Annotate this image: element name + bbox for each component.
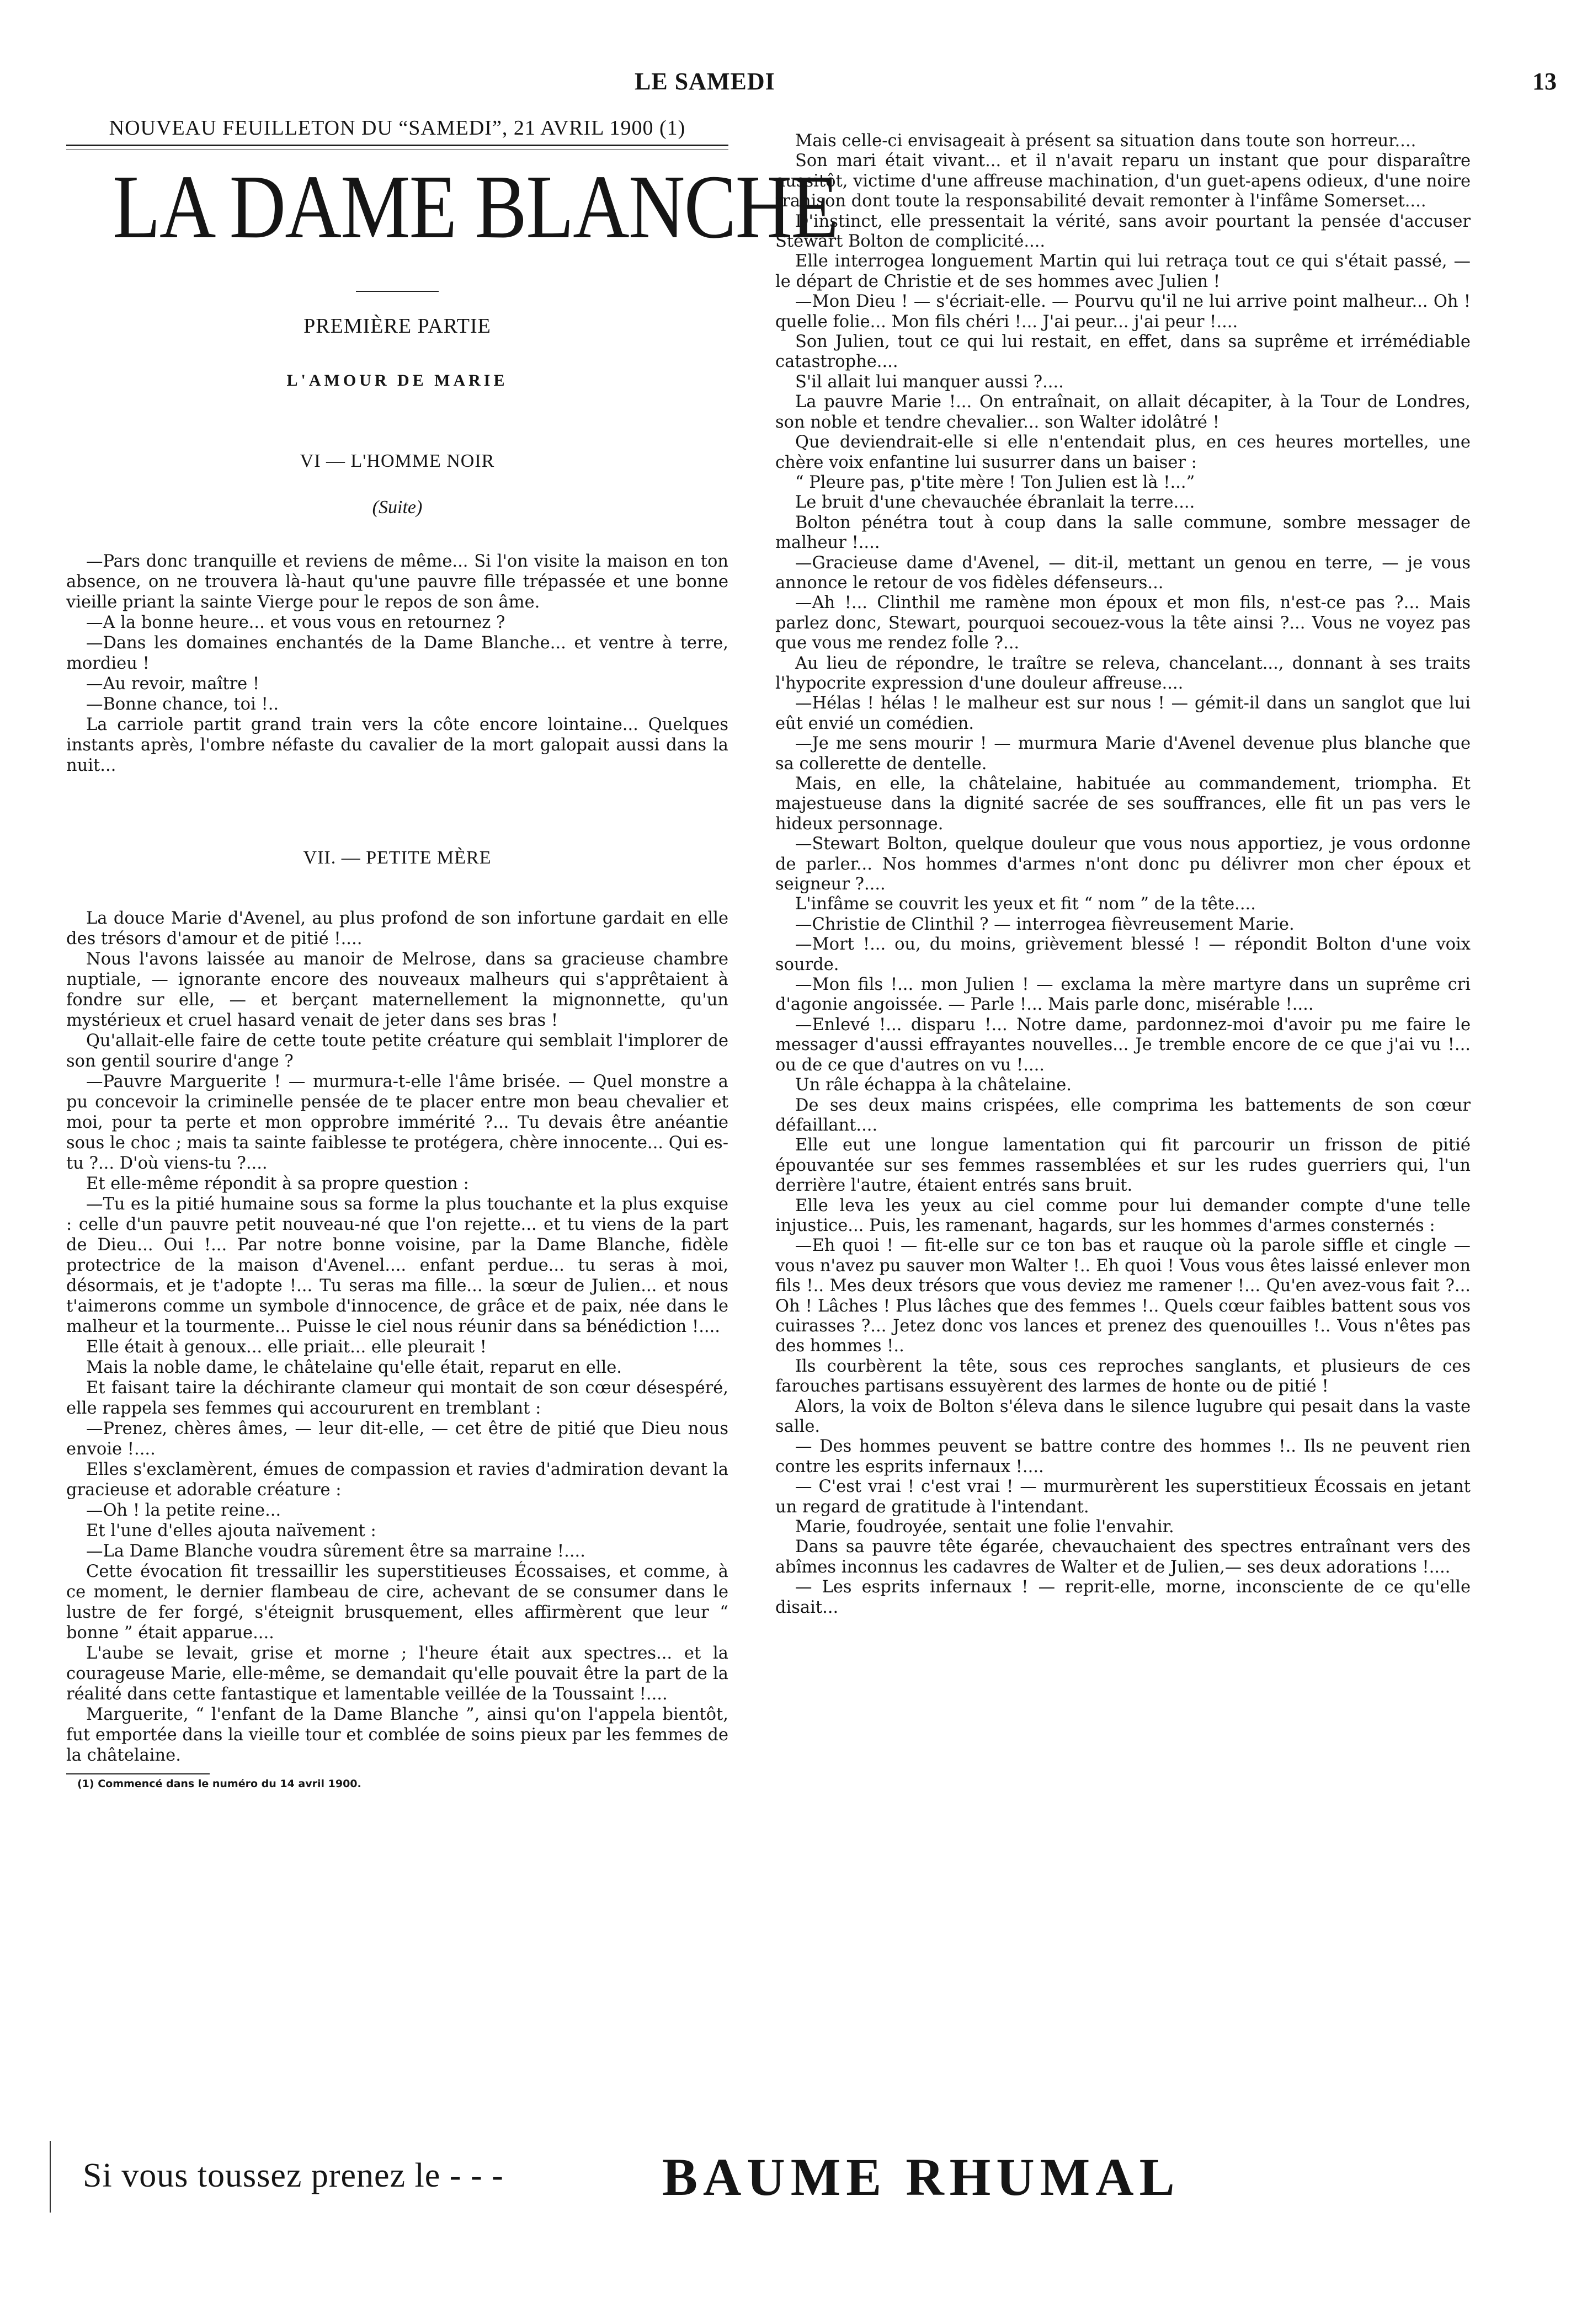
paragraph: —Oh ! la petite reine... xyxy=(86,1501,281,1520)
footnote-rule xyxy=(66,1773,210,1774)
chapter-6-heading: VI — L'HOMME NOIR xyxy=(300,451,495,471)
paragraph: Au lieu de répondre, le traître se releva, chancelant..., donnant à ses traits l'hypocrite expression d'une douleur affreuse.... xyxy=(775,653,1471,693)
paragraph: —Christie de Clinthil ? — interrogea fièvreusement Marie. xyxy=(795,914,1295,934)
paragraph: La douce Marie d'Avenel, au plus profond de son infortune gardait en elle des trésors d'amour et de pitié !.... xyxy=(66,909,728,948)
paragraph: —Pauvre Marguerite ! — murmura-t-elle l'âme brisée. — Quel monstre a pu concevoir la criminelle pensée de te placer entre mon beau chevalier et moi, pour ta perte et mon opprobre immérité ?... Tu devais être anéantie sous le choc ; mais ta sainte faiblesse te protégera, chère innocente... Qui es-tu ?... D'où viens-tu ?.... xyxy=(66,1072,728,1173)
paragraph: —Tu es la pitié humaine sous sa forme la plus touchante et la plus exquise : celle d'un pauvre petit nouveau-né que l'on rejette... et tu viens de la part de Dieu... Oui !... Par notre bonne voisine, par la Dame Blanche, fidèle protectrice de la maison d'Avenel.... enfant perdue... tu seras à moi, désormais, et je t'adopte !... Tu seras ma fille... la sœur de Julien... et nous t'aimerons comme un symbole d'innocence, de grâce et de paix, née dans le malheur et la tourmente... Puisse le ciel nous réunir dans sa bénédiction !.... xyxy=(66,1195,728,1336)
page-header xyxy=(635,67,1557,106)
paragraph: Elle était à genoux... elle priait... elle pleurait ! xyxy=(86,1337,487,1357)
paragraph: —La Dame Blanche voudra sûrement être sa marraine !.... xyxy=(86,1542,585,1561)
suite-label: (Suite) xyxy=(372,497,423,518)
paragraph: Elle leva les yeux au ciel comme pour lui demander compte d'une telle injustice... Puis, les ramenant, hagards, sur les hommes d'armes consternés : xyxy=(775,1196,1471,1235)
paragraph: La pauvre Marie !... On entraînait, on allait décapiter, à la Tour de Londres, son noble et tendre chevalier... son Walter idolâtré ! xyxy=(775,392,1471,432)
page-number: 13 xyxy=(1532,68,1557,95)
paragraph: —Mort !... ou, du moins, grièvement blessé ! — répondit Bolton d'une voix sourde. xyxy=(775,935,1471,974)
feuilleton-line: NOUVEAU FEUILLETON DU “SAMEDI”, 21 AVRIL 1900 (1) xyxy=(109,116,686,140)
paragraph: — C'est vrai ! c'est vrai ! — murmurèrent les superstitieux Écossais en jetant un regard de gratitude à l'intendant. xyxy=(775,1477,1471,1517)
left-column xyxy=(66,116,838,1790)
paragraph: Elle interrogea longuement Martin qui lui retraça tout ce qui s'était passé, — le départ de Christie et de ses hommes avec Julien ! xyxy=(775,252,1471,291)
paragraph: —Mon Dieu ! — s'écriait-elle. — Pourvu qu'il ne lui arrive point malheur... Oh ! quelle folie... Mon fils chéri !... J'ai peur... j'ai peur !.... xyxy=(775,292,1471,332)
paragraph: L'aube se levait, grise et morne ; l'heure était aux spectres... et la courageuse Marie, elle-même, se demandait qu'elle pouvait être la part de la réalité dans cette fantastique et lamentable veillée de la Toussaint !.... xyxy=(66,1644,728,1704)
title-divider xyxy=(356,291,439,292)
paragraph: Bolton pénétra tout à coup dans la salle commune, sombre messager de malheur !.... xyxy=(775,513,1471,553)
publication-title: LE SAMEDI xyxy=(635,68,775,95)
paragraph: —Stewart Bolton, quelque douleur que vous nous apportiez, je vous ordonne de parler... Nos hommes d'armes n'ont donc pu délivrer mon cher époux et seigneur ?.... xyxy=(775,834,1471,894)
paragraph: De ses deux mains crispées, elle comprima les battements de son cœur défaillant.... xyxy=(775,1095,1471,1135)
paragraph: —Bonne chance, toi !.. xyxy=(86,695,279,714)
paragraph: —Pars donc tranquille et reviens de même... Si l'on visite la maison en ton absence, on ne trouvera là-haut qu'une pauvre fille trépassée et une bonne vieille priant la sainte Vierge pour le repos de son âme. xyxy=(66,552,728,612)
paragraph: —Je me sens mourir ! — murmura Marie d'Avenel devenue plus blanche que sa collerette de dentelle. xyxy=(775,734,1471,774)
paragraph: Elle eut une longue lamentation qui fit parcourir un frisson de pitié épouvantée sur ses femmes rassemblées et sur les rudes guerriers qui, l'un derrière l'autre, étaient entrés sans bruit. xyxy=(775,1136,1471,1196)
paragraph: —Au revoir, maître ! xyxy=(86,674,260,694)
paragraph: Et faisant taire la déchirante clameur qui montait de son cœur désespéré, elle rappela ses femmes qui accoururent en tremblant : xyxy=(66,1378,728,1418)
paragraph: Mais, en elle, la châtelaine, habituée au commandement, triompha. Et majestueuse dans la dignité sacrée de ses souffrances, elle fit un pas vers le hideux personnage. xyxy=(775,774,1471,834)
part-label: PREMIÈRE PARTIE xyxy=(303,315,491,338)
paragraph: Mais la noble dame, le châtelaine qu'elle était, reparut en elle. xyxy=(86,1358,622,1377)
ad-lead-text: Si vous toussez prenez le - - - xyxy=(83,2157,504,2194)
paragraph: —Eh quoi ! — fit-elle sur ce ton bas et rauque où la parole siffle et cingle — vous n'avez pu sauver mon Walter !.. Eh quoi ! Vous vous êtes laissé enlever mon fils !.. Mes deux trésors que vous deviez me ramener !... Qu'en avez-vous fait ?... Oh ! Lâches ! Plus lâches que des femmes !.. Quels cœur faibles battent sous vos cuirasses ?... Jetez donc vos lances et prenez des quenouilles !.. Vous n'êtes pas des hommes !.. xyxy=(775,1236,1471,1356)
paragraph: —Prenez, chères âmes, — leur dit-elle, — cet être de pitié que Dieu nous envoie !.... xyxy=(66,1419,728,1459)
paragraph: Ils courbèrent la tête, sous ces reproches sanglants, et plusieurs de ces farouches partisans essuyèrent des larmes de honte ou de pitié ! xyxy=(775,1356,1471,1396)
paragraph: Mais celle-ci envisageait à présent sa situation dans toute son horreur.... xyxy=(795,131,1416,151)
chapter-7-text xyxy=(66,908,728,1766)
paragraph: Et elle-même répondit à sa propre question : xyxy=(86,1174,469,1193)
paragraph: Cette évocation fit tressaillir les superstitieuses Écossaises, et comme, à ce moment, le dernier flambeau de cire, achevant de se consumer dans le lustre de fer forgé, s'éteignit brusquement, elles affirmèrent que leur “ bonne ” était apparue.... xyxy=(66,1562,728,1643)
paragraph: Marie, foudroyée, sentait une folie l'envahir. xyxy=(795,1517,1174,1537)
paragraph: Le bruit d'une chevauchée ébranlait la terre.... xyxy=(795,493,1195,513)
paragraph: Que deviendrait-elle si elle n'entendait plus, en ces heures mortelles, une chère voix enfantine lui susurrer dans un baiser : xyxy=(775,433,1471,472)
paragraph: Marguerite, “ l'enfant de la Dame Blanche ”, ainsi qu'on l'appela bientôt, fut emportée dans la vieille tour et comblée de soins pieux par les femmes de la châtelaine. xyxy=(66,1705,728,1765)
paragraph: —Enlevé !... disparu !... Notre dame, pardonnez-moi d'avoir pu me faire le messager d'aussi effrayantes nouvelles... Je tremble encore de ce que j'ai vu !... ou de ce que d'autres on vu !.... xyxy=(775,1015,1471,1075)
paragraph: — Des hommes peuvent se battre contre des hommes !.. Ils ne peuvent rien contre les esprits infernaux !.... xyxy=(775,1437,1471,1477)
footnote: (1) Commencé dans le numéro du 14 avril 1900. xyxy=(77,1778,361,1790)
paragraph: Alors, la voix de Bolton s'éleva dans le silence lugubre qui pesait dans la vaste salle. xyxy=(775,1396,1471,1436)
paragraph: —Hélas ! hélas ! le malheur est sur nous ! — gémit-il dans un sanglot que lui eût envié un comédien. xyxy=(775,694,1471,733)
paragraph: Dans sa pauvre tête égarée, chevauchaient des spectres entraînant vers des abîmes inconnus les cadavres de Walter et de Julien,— ses deux adorations !.... xyxy=(775,1537,1471,1577)
paragraph: —A la bonne heure... et vous vous en retournez ? xyxy=(86,613,505,632)
paragraph: Nous l'avons laissée au manoir de Melrose, dans sa gracieuse chambre nuptiale, — ignorante encore des nouveaux malheurs qui s'apprêtaient à fondre sur elle, — et berçant maternellement la mignonnette, qu'un mystérieux et cruel hasard venait de jeter dans ses bras ! xyxy=(66,950,728,1030)
paragraph: —Mon fils !... mon Julien ! — exclama la mère martyre dans un suprême cri d'agonie angoissée. — Parle !... Mais parle donc, misérable !.... xyxy=(775,975,1471,1015)
chapter-6-text xyxy=(66,551,728,776)
chapter-7-heading: VII. — PETITE MÈRE xyxy=(303,847,492,868)
paragraph: —Ah !... Clinthil me ramène mon époux et mon fils, n'est-ce pas ?... Mais parlez donc, Stewart, pourquoi secouez-vous la tête ainsi ?... Vous ne voyez pas que vous me rendez folle ?... xyxy=(775,593,1471,653)
paragraph: Son Julien, tout ce qui lui restait, en effet, dans sa suprême et irrémédiable catastrophe.... xyxy=(775,332,1471,372)
paragraph: Un râle échappa à la châtelaine. xyxy=(795,1075,1072,1095)
paragraph: “ Pleure pas, p'tite mère ! Ton Julien est là !...” xyxy=(795,472,1195,492)
part-subtitle: L'AMOUR DE MARIE xyxy=(286,371,508,390)
right-column xyxy=(775,131,1471,1618)
paragraph: —Gracieuse dame d'Avenel, — dit-il, mettant un genou en terre, — je vous annonce le retour de vos fidèles défenseurs... xyxy=(775,553,1471,593)
paragraph: Elles s'exclamèrent, émues de compassion et ravies d'admiration devant la gracieuse et adorable créature : xyxy=(66,1460,728,1500)
paragraph: Son mari était vivant... et il n'avait reparu un instant que pour disparaître aussitôt, victime d'une affreuse machination, d'un guet-apens odieux, d'une noire trahison dont toute la responsabilité devait remonter à l'infâme Somerset.... xyxy=(775,151,1471,211)
paragraph: D'instinct, elle pressentait la vérité, sans avoir pourtant la pensée d'accuser Stewart Bolton de complicité.... xyxy=(775,211,1471,252)
paragraph: — Les esprits infernaux ! — reprit-elle, morne, inconsciente de ce qu'elle disait... xyxy=(775,1577,1471,1617)
paragraph: Et l'une d'elles ajouta naïvement : xyxy=(86,1521,376,1541)
bottom-advertisement xyxy=(50,2141,1540,2218)
paragraph: La carriole partit grand train vers la côte encore lointaine... Quelques instants après, l'ombre néfaste du cavalier de la mort galopait aussi dans la nuit... xyxy=(66,715,728,775)
story-title: LA DAME BLANCHE xyxy=(113,156,838,257)
ad-margin-line xyxy=(50,2141,51,2213)
paragraph: Qu'allait-elle faire de cette toute petite créature qui semblait l'implorer de son gentil sourire d'ange ? xyxy=(66,1031,728,1071)
ad-brand-name: BAUME RHUMAL xyxy=(662,2147,1180,2206)
paragraph: L'infâme se couvrit les yeux et fit “ nom ” de la tête.... xyxy=(795,894,1256,914)
paragraph: S'il allait lui manquer aussi ?.... xyxy=(795,372,1064,392)
paragraph: —Dans les domaines enchantés de la Dame Blanche... et ventre à terre, mordieu ! xyxy=(66,633,728,673)
title-rule xyxy=(66,145,728,150)
